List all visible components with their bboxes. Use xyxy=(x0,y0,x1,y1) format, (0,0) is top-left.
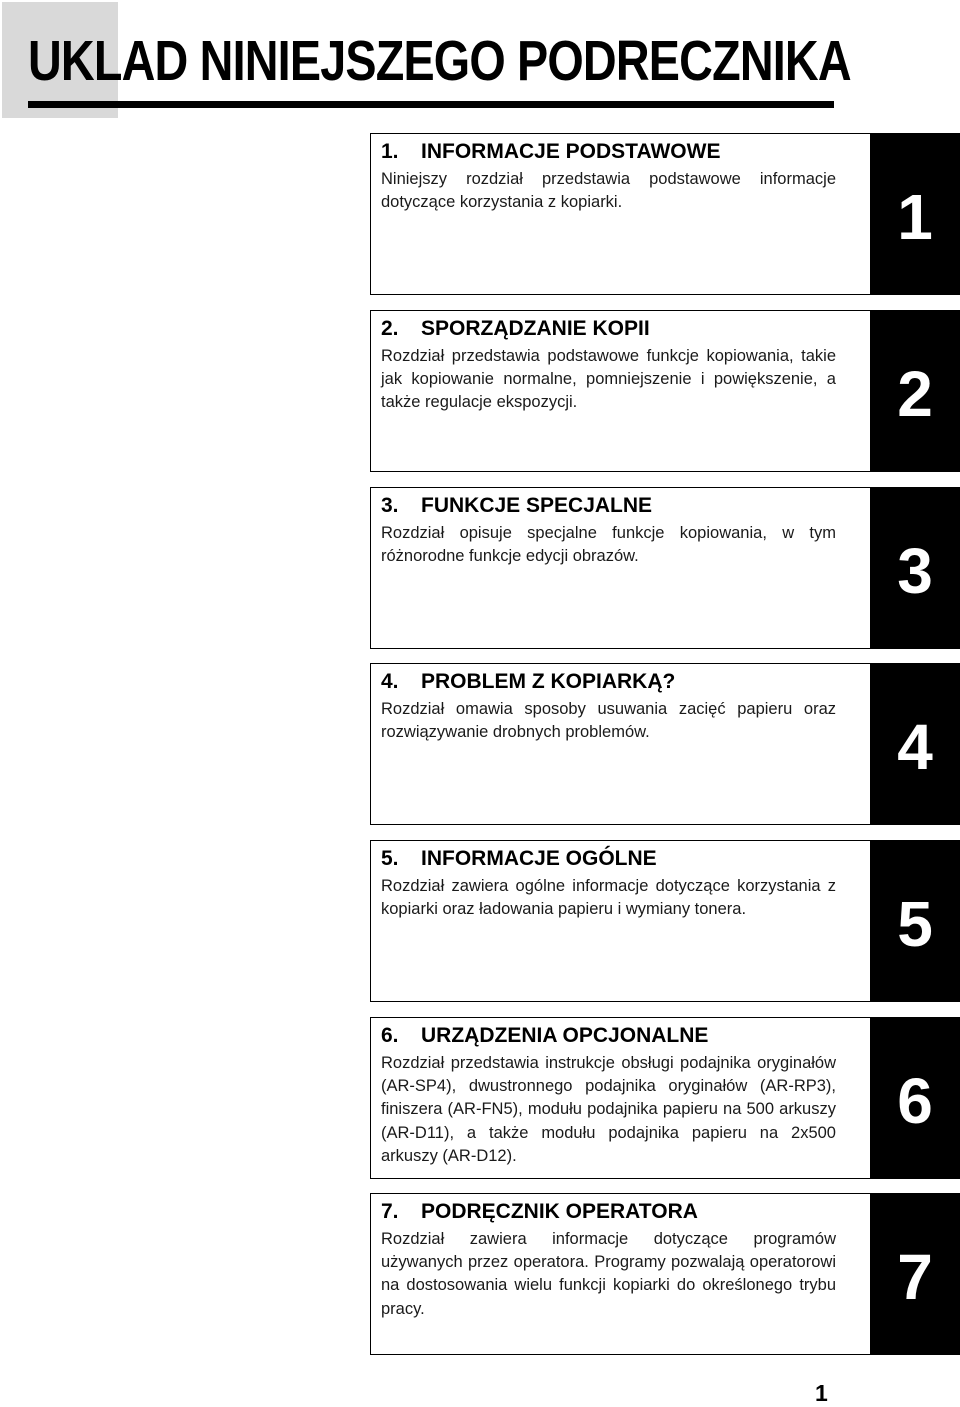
chapter-heading xyxy=(381,1023,708,1049)
chapter-6 xyxy=(370,1017,960,1179)
chapter-heading xyxy=(381,1199,698,1225)
chapter-tab-label: 4 xyxy=(897,711,933,783)
chapter-tab-label: 5 xyxy=(897,888,933,960)
chapter-number: 4. xyxy=(381,670,399,693)
chapter-description: Rozdział zawiera ogólne informacje dotyczące korzystania z kopiarki oraz ładowania papieru i wymiany tonera. xyxy=(381,877,836,919)
chapter-tab-label: 2 xyxy=(897,358,933,430)
chapter-number: 3. xyxy=(381,494,399,517)
page-title: UKLAD NINIEJSZEGO PODRECZNIKA xyxy=(28,29,851,93)
chapter-heading xyxy=(381,669,675,695)
chapter-box xyxy=(370,663,870,825)
page-header xyxy=(0,0,960,120)
chapter-tab-label: 7 xyxy=(897,1241,933,1313)
chapter-number: 2. xyxy=(381,317,399,340)
chapter-tab-2 xyxy=(870,310,960,472)
chapter-tab-5 xyxy=(870,840,960,1002)
chapter-title: PROBLEM Z KOPIARKĄ? xyxy=(421,670,676,693)
chapter-2 xyxy=(370,310,960,472)
chapter-box xyxy=(370,840,870,1002)
chapter-heading xyxy=(381,139,720,165)
chapter-description: Niniejszy rozdział przedstawia podstawowe informacje dotyczące korzystania z kopiarki. xyxy=(381,170,836,212)
chapter-heading xyxy=(381,846,657,872)
chapter-tab-label: 3 xyxy=(897,535,933,607)
chapter-title: FUNKCJE SPECJALNE xyxy=(421,494,653,517)
chapter-tab-3 xyxy=(870,487,960,649)
chapter-box xyxy=(370,1017,870,1179)
chapter-number: 6. xyxy=(381,1024,399,1047)
chapter-box xyxy=(370,1193,870,1355)
chapter-title: INFORMACJE OGÓLNE xyxy=(421,847,657,870)
chapter-number: 5. xyxy=(381,847,399,870)
chapter-7 xyxy=(370,1193,960,1355)
chapter-4 xyxy=(370,663,960,825)
chapter-tab-7 xyxy=(870,1193,960,1355)
chapter-tab-1 xyxy=(870,133,960,295)
chapter-title: INFORMACJE PODSTAWOWE xyxy=(421,140,721,163)
chapter-tab-label: 1 xyxy=(897,181,933,253)
chapter-tab-label: 6 xyxy=(897,1065,933,1137)
chapter-box xyxy=(370,133,870,295)
chapter-number: 1. xyxy=(381,140,399,163)
chapter-box xyxy=(370,310,870,472)
page-number: 1 xyxy=(815,1380,828,1406)
chapter-heading xyxy=(381,493,652,519)
chapter-title: SPORZĄDZANIE KOPII xyxy=(421,317,650,340)
title-underline xyxy=(28,101,834,108)
chapter-box xyxy=(370,487,870,649)
chapter-description: Rozdział zawiera informacje dotyczące programów używanych przez operatora. Programy pozwalają operatorowi na dostosowania wielu funkcji kopiarki do określonego trybu pracy. xyxy=(381,1230,836,1318)
chapter-5 xyxy=(370,840,960,1002)
chapter-number: 7. xyxy=(381,1200,399,1223)
chapter-1 xyxy=(370,133,960,295)
chapter-tab-4 xyxy=(870,663,960,825)
chapter-heading xyxy=(381,316,650,342)
chapter-description: Rozdział przedstawia podstawowe funkcje kopiowania, takie jak kopiowanie normalne, pomniejszenie i powiększenie, a także regulacje ekspozycji. xyxy=(381,347,836,412)
chapter-tab-6 xyxy=(870,1017,960,1179)
chapter-title: PODRĘCZNIK OPERATORA xyxy=(421,1200,698,1223)
chapter-title: URZĄDZENIA OPCJONALNE xyxy=(421,1024,709,1047)
chapter-description: Rozdział opisuje specjalne funkcje kopiowania, w tym różnorodne funkcje edycji obrazów. xyxy=(381,524,836,566)
chapter-3 xyxy=(370,487,960,649)
chapter-description: Rozdział omawia sposoby usuwania zacięć papieru oraz rozwiązywanie drobnych problemów. xyxy=(381,700,836,742)
chapter-description: Rozdział przedstawia instrukcje obsługi podajnika oryginałów (AR-SP4), dwustronnego podajnika oryginałów (AR-RP3), finiszera (AR-FN5), modułu podajnika papieru na 500 arkuszy (AR-D11), a także modułu podajnika papieru na 2x500 arkuszy (AR-D12). xyxy=(381,1054,836,1165)
